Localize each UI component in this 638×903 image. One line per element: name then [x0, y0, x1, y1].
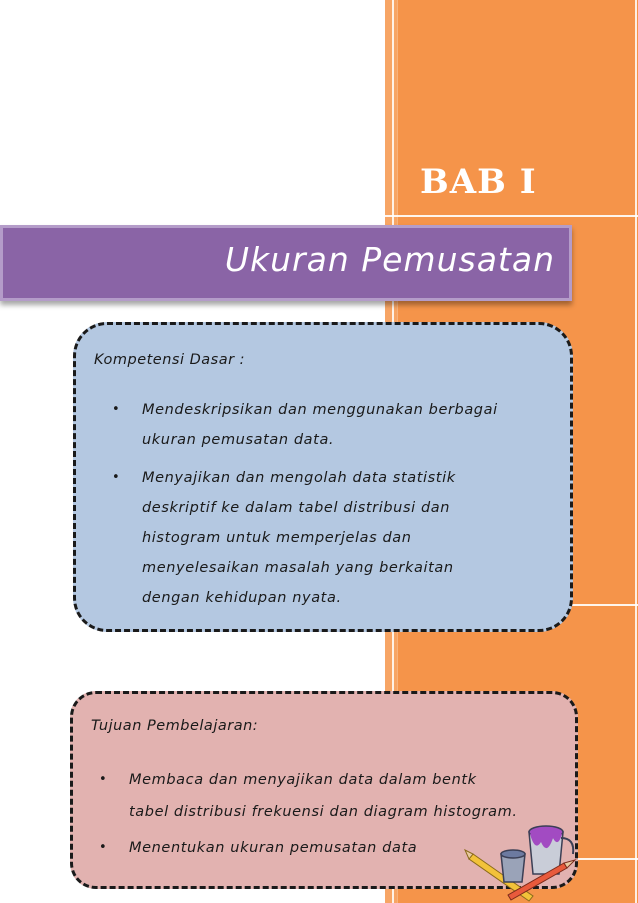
list-item-line: Menentukan ukuran pemusatan data — [129, 840, 418, 856]
kompetensi-heading: Kompetensi Dasar : — [94, 352, 246, 368]
list-item-line: Membaca dan menyajikan data dalam bentk — [129, 772, 477, 788]
title-banner — [0, 225, 572, 301]
small-paint-bucket-icon — [501, 850, 525, 882]
bullet-icon: • — [112, 402, 121, 417]
bullet-icon: • — [99, 840, 108, 855]
kompetensi-list — [108, 395, 553, 621]
list-item — [95, 764, 565, 828]
list-item-line: tabel distribusi frekuensi dan diagram histogram. — [129, 804, 518, 820]
bullet-icon: • — [99, 772, 108, 787]
decor-line — [635, 0, 637, 903]
list-item-line: Menyajikan dan mengolah data statistik — [142, 470, 456, 486]
chapter-label: BAB I — [420, 162, 537, 202]
bullet-icon: • — [112, 470, 121, 485]
list-item — [108, 463, 553, 613]
list-item-line: deskriptif ke dalam tabel distribusi dan — [142, 500, 451, 516]
kompetensi-dasar-box — [73, 322, 573, 632]
paint-bucket-and-pencils-icon — [463, 824, 578, 903]
list-item-line: dengan kehidupan nyata. — [142, 590, 342, 606]
tujuan-heading: Tujuan Pembelajaran: — [91, 718, 259, 734]
list-item-line: histogram untuk memperjelas dan — [142, 530, 412, 546]
list-item-line: Mendeskripsikan dan menggunakan berbagai — [142, 402, 498, 418]
page-title: Ukuran Pemusatan — [224, 240, 555, 279]
decor-line — [385, 215, 638, 217]
list-item-line: menyelesaikan masalah yang berkaitan — [142, 560, 454, 576]
list-item-line: ukuran pemusatan data. — [142, 432, 335, 448]
list-item — [108, 395, 553, 455]
